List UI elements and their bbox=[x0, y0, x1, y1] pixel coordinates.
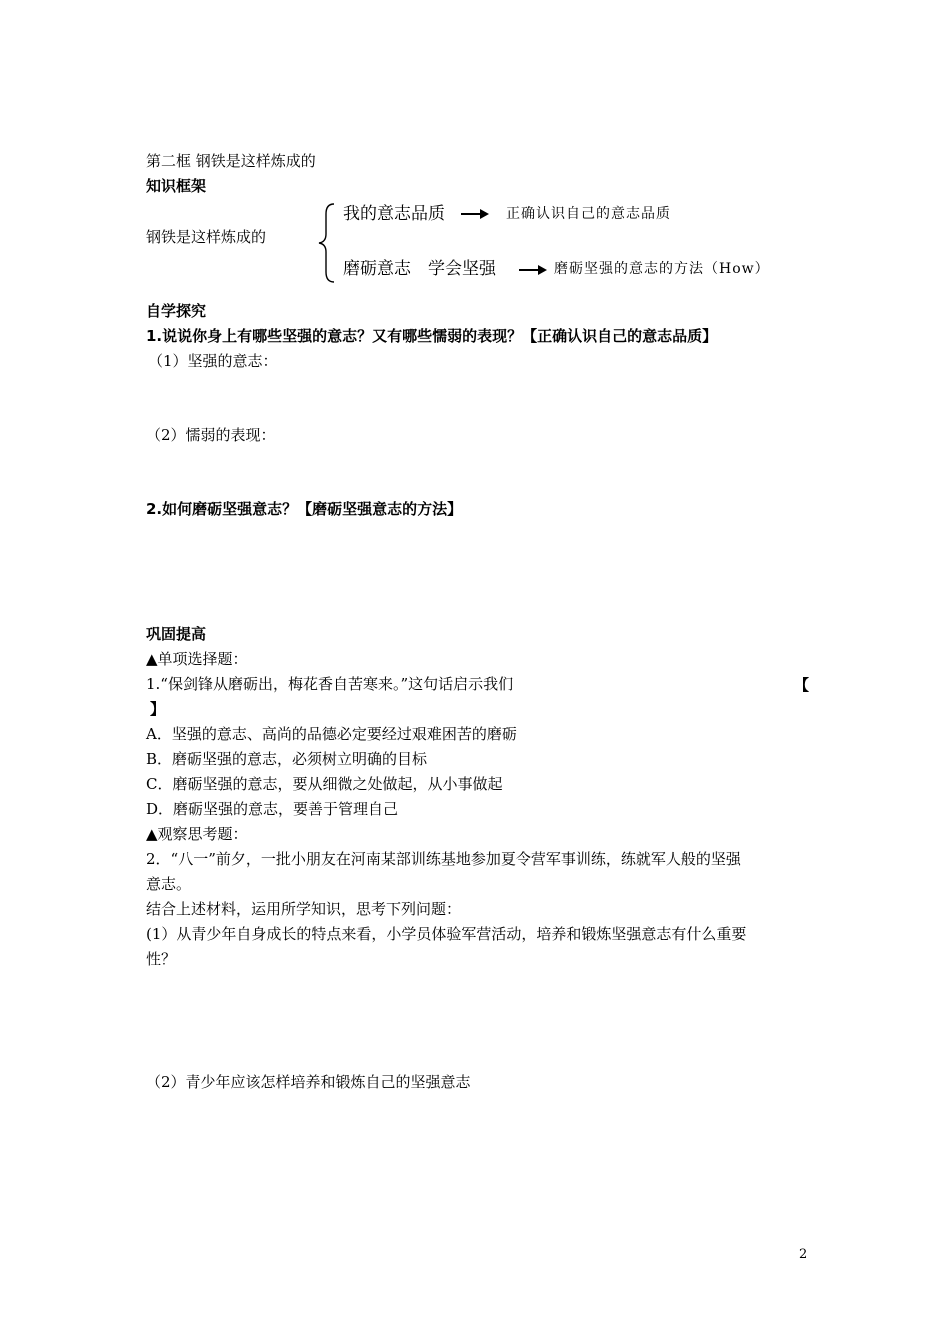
framework-heading: 知识框架 bbox=[146, 177, 207, 195]
framework-branch-2: 磨砺意志 学会坚强 bbox=[343, 259, 496, 279]
arrow-right-icon bbox=[519, 269, 545, 271]
self-study-q1-part-a: （1）坚强的意志： bbox=[148, 352, 278, 370]
framework-branch-2-target: 磨砺坚强的意志的方法（How） bbox=[554, 261, 770, 277]
self-study-question-1: 1.说说你身上有哪些坚强的意志？又有哪些懦弱的表现？【正确认识自己的意志品质】 bbox=[146, 327, 718, 345]
option-a: A．坚强的意志、高尚的品德必定要经过艰难困苦的磨砺 bbox=[146, 725, 517, 743]
arrow-right-icon bbox=[461, 213, 487, 215]
observe-question-line-2: 意志。 bbox=[146, 875, 192, 893]
sub-question-1-line-1: (1）从青少年自身成长的特点来看，小学员体验军营活动，培养和锻炼坚强意志有什么重要 bbox=[146, 925, 747, 943]
page-number: 2 bbox=[799, 1247, 808, 1262]
curly-brace-icon bbox=[316, 202, 338, 284]
framework-branch-1: 我的意志品质 bbox=[343, 204, 445, 224]
observe-question-line-1: 2．“八一”前夕，一批小朋友在河南某部训练基地参加夏令营军事训练，练就军人般的坚强 bbox=[146, 850, 741, 868]
framework-branch-1-target: 正确认识自己的意志品质 bbox=[506, 206, 671, 222]
mc-question: 1.“保剑锋从磨砺出，梅花香自苦寒来。”这句话启示我们 bbox=[146, 675, 514, 693]
option-c: C．磨砺坚强的意志，要从细微之处做起，从小事做起 bbox=[146, 775, 503, 793]
framework-root: 钢铁是这样炼成的 bbox=[146, 228, 267, 246]
option-d: D．磨砺坚强的意志，要善于管理自己 bbox=[146, 800, 399, 818]
answer-bracket-close: 】 bbox=[150, 700, 166, 718]
sub-question-2: （2）青少年应该怎样培养和锻炼自己的坚强意志 bbox=[146, 1073, 471, 1091]
self-study-heading: 自学探究 bbox=[146, 302, 207, 320]
sub-question-1-line-2: 性？ bbox=[146, 950, 177, 968]
option-b: B．磨砺坚强的意志，必须树立明确的目标 bbox=[146, 750, 428, 768]
self-study-question-2: 2.如何磨砺坚强意志？【磨砺坚强意志的方法】 bbox=[146, 500, 463, 518]
observe-prompt: 结合上述材料，运用所学知识，思考下列问题： bbox=[146, 900, 462, 918]
practice-heading: 巩固提高 bbox=[146, 625, 207, 643]
lesson-title: 第二框 钢铁是这样炼成的 bbox=[146, 152, 316, 170]
self-study-q1-part-b: （2）懦弱的表现： bbox=[146, 426, 276, 444]
observe-heading: ▲观察思考题： bbox=[146, 825, 248, 843]
answer-bracket-open: 【 bbox=[794, 676, 810, 694]
single-choice-heading: ▲单项选择题： bbox=[146, 650, 248, 668]
